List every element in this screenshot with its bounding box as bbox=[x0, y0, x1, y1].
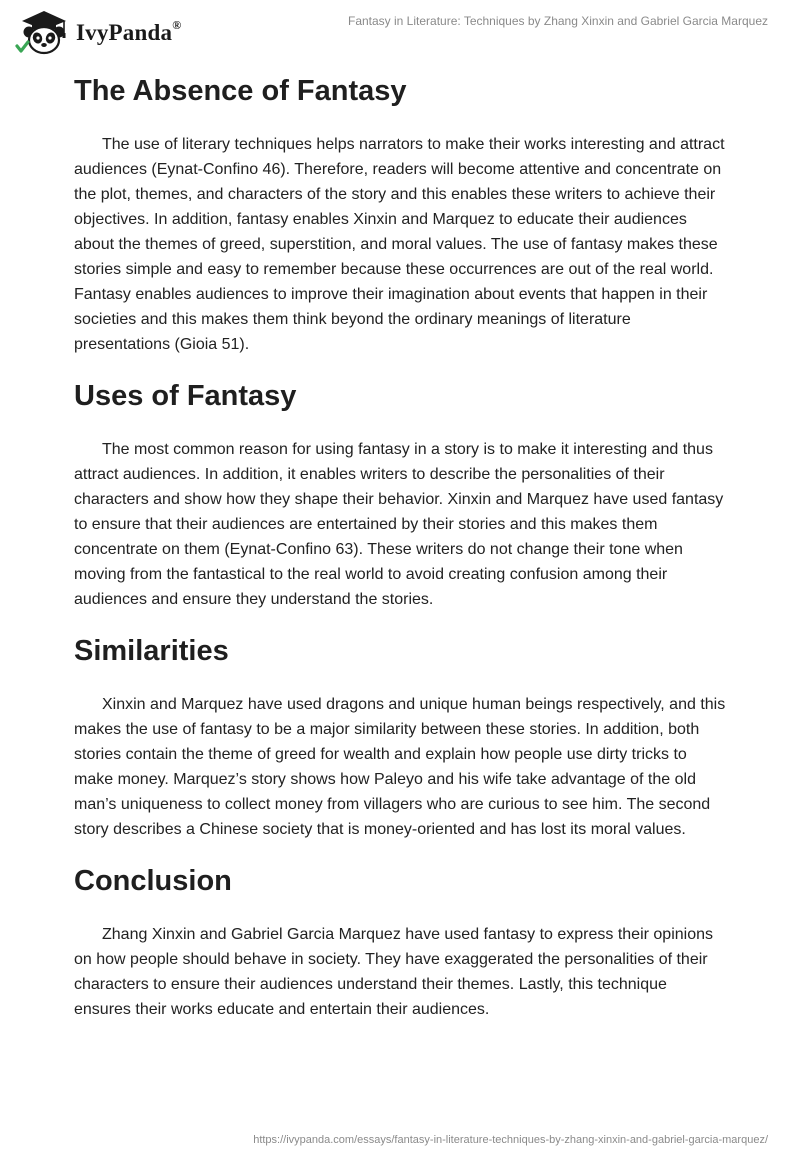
brand-logo[interactable] bbox=[14, 8, 181, 56]
section-paragraph: Xinxin and Marquez have used dragons and unique human beings respectively, and this makes the use of fantasy to be a major similarity between these stories. In addition, both stories contain the theme of greed for wealth and explain how people use dirty tricks to make money. Marquez’s story shows how Paleyo and his wife take advantage of the old man’s uniqueness to collect money from villagers who are curious to see him. The second story describes a Chinese society that is money-oriented and has lost its moral values. bbox=[74, 696, 726, 838]
section-paragraph: The use of literary techniques helps narrators to make their works interesting and attract audiences (Eynat-Confino 46). Therefore, readers will become attentive and concentrate on the plot, themes, and characters of the story and this enables these writers to achieve their objectives. In addition, fantasy enables Xinxin and Marquez to educate their audiences about the themes of greed, superstition, and moral values. The use of fantasy makes these stories simple and easy to remember because these occurrences are out of the real world. Fantasy enables audiences to improve their imagination about events that happen in their societies and this makes them think beyond the ordinary meanings of literature presentations (Gioia 51). bbox=[74, 136, 725, 353]
section-heading: The Absence of Fantasy bbox=[74, 75, 407, 107]
page-header bbox=[0, 0, 800, 64]
section-paragraph: The most common reason for using fantasy in a story is to make it interesting and thus attract audiences. In addition, it enables writers to describe the personalities of their characters and show how they shape their behavior. Xinxin and Marquez have used fantasy to ensure that their audiences are entertained by their stories and this makes them concentrate on them (Eynat-Confino 63). These writers do not change their tone when moving from the fantastical to the real world to avoid creating confusion among their audiences and ensure they understand the stories. bbox=[74, 441, 724, 608]
section-heading: Similarities bbox=[74, 635, 229, 667]
panda-graduation-cap-logo-icon bbox=[14, 8, 74, 56]
section-uses-of-fantasy bbox=[74, 365, 726, 612]
section-paragraph: Zhang Xinxin and Gabriel Garcia Marquez have used fantasy to express their opinions on how people should behave in society. They have exaggerated the personalities of their characters to ensure their audiences understand their themes. Lastly, this technique ensures their works educate and entertain their audiences. bbox=[74, 926, 714, 1018]
registered-mark: ® bbox=[172, 18, 182, 33]
essay-content bbox=[74, 60, 726, 1030]
brand-name: IvyPanda® bbox=[76, 18, 182, 45]
source-url-link[interactable]: https://ivypanda.com/essays/fantasy-in-literature-techniques-by-zhang-xinxin-and-gabriel-garcia-marquez/ bbox=[253, 1134, 768, 1146]
section-similarities bbox=[74, 620, 726, 842]
section-absence-of-fantasy bbox=[74, 60, 726, 357]
section-heading: Uses of Fantasy bbox=[74, 380, 297, 412]
document-title: Fantasy in Literature: Techniques by Zhang Xinxin and Gabriel Garcia Marquez bbox=[347, 14, 768, 28]
section-conclusion bbox=[74, 850, 726, 1022]
section-heading: Conclusion bbox=[74, 865, 232, 897]
